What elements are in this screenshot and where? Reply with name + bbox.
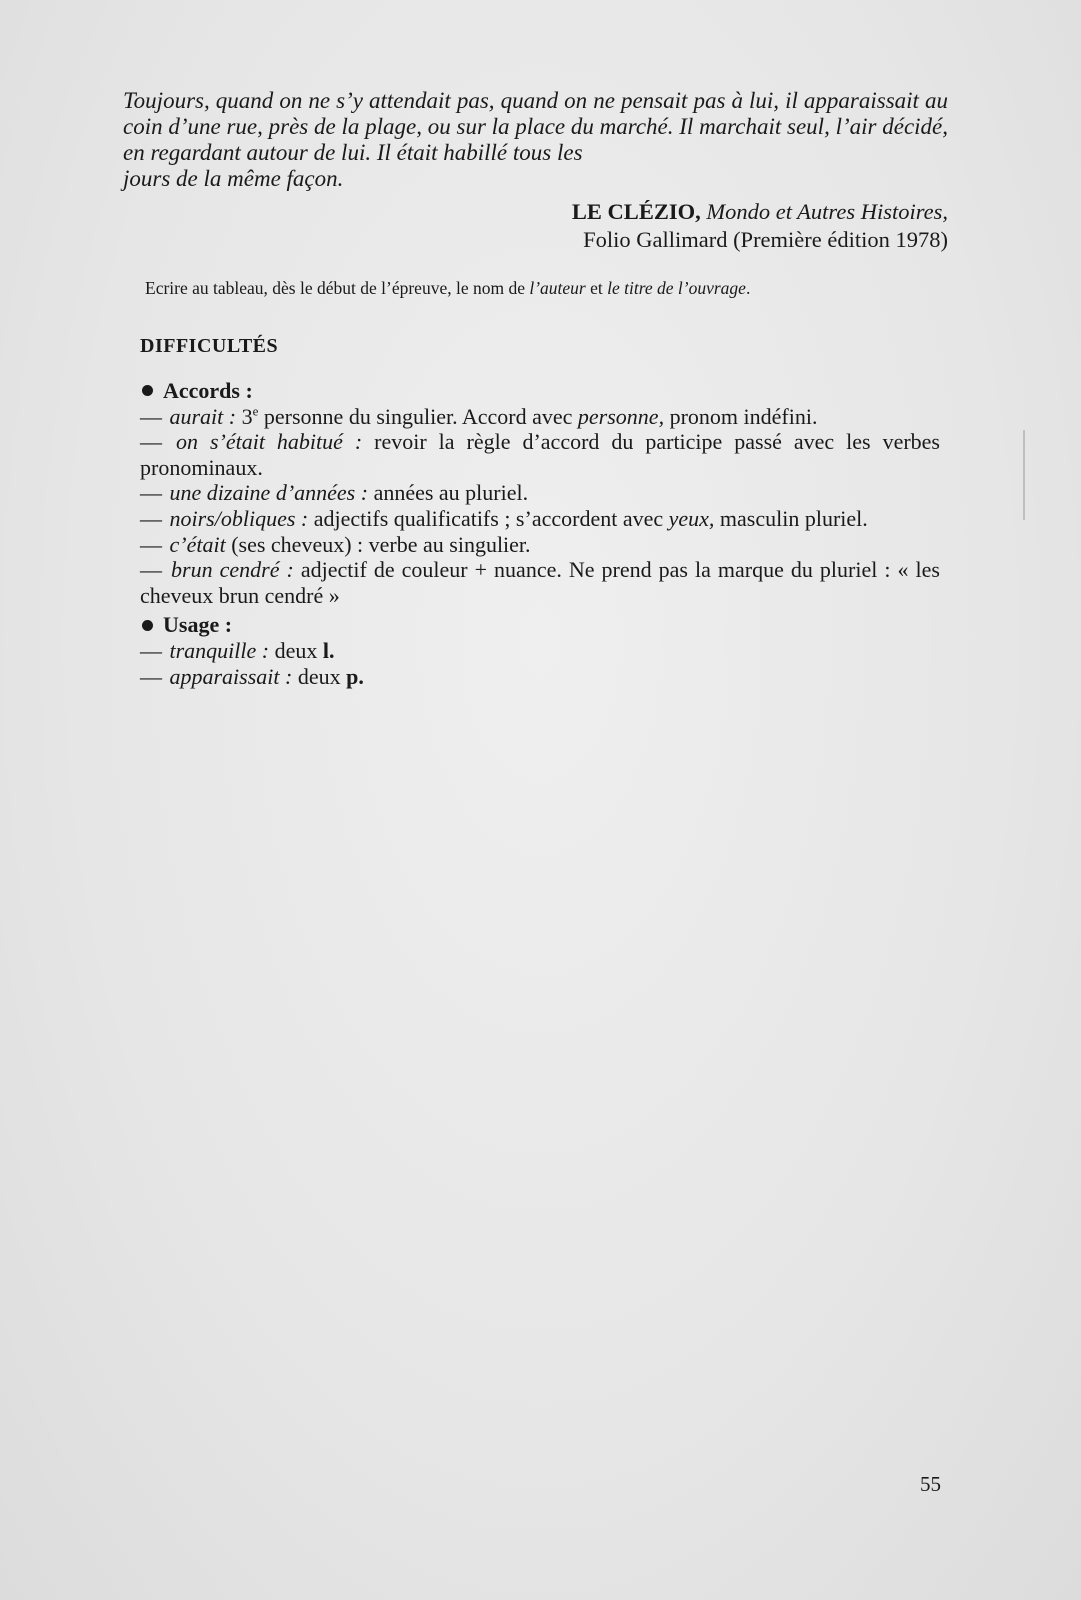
instruction-part3: . <box>745 278 751 298</box>
item-strong: l. <box>322 637 335 663</box>
dash-mark: — <box>140 557 162 583</box>
quote-last-line: jours de la même façon. <box>123 166 344 191</box>
item-emphasis: personne, <box>577 403 665 429</box>
item-term: apparaissait : <box>169 663 293 689</box>
instruction-author-term: l’auteur <box>529 278 586 298</box>
item-superscript: e <box>252 403 259 419</box>
dash-mark: — <box>140 505 162 531</box>
item-term: on s’était habitué : <box>175 429 363 455</box>
dash-mark: — <box>140 637 162 663</box>
page-number: 55 <box>920 1472 941 1496</box>
dash-mark: — <box>140 429 162 455</box>
list-item <box>140 664 940 690</box>
item-term: aurait : <box>169 403 237 429</box>
list-item <box>140 638 940 664</box>
instruction-text <box>145 277 945 299</box>
item-text: adjectif de couleur + nuance. Ne prend pas la marque du pluriel : « les cheveux brun cendré » <box>140 557 940 608</box>
item-emphasis: yeux, <box>668 505 715 531</box>
item-text: (ses cheveux) : verbe au singulier. <box>225 531 531 557</box>
item-text: deux <box>269 637 323 663</box>
list-item <box>140 506 940 532</box>
instruction-title-term: le titre de l’ouvrage <box>607 278 746 298</box>
item-text-tail: pronom indéfini. <box>664 403 818 429</box>
item-term: c’était <box>169 531 226 557</box>
section-heading-accords <box>140 378 940 404</box>
list-item <box>140 532 940 558</box>
instruction-part2: et <box>585 278 608 298</box>
list-item <box>140 480 940 506</box>
instruction-part1: Ecrire au tableau, dès le début de l’épreuve, le nom de <box>145 278 530 298</box>
dash-mark: — <box>140 480 162 506</box>
item-text: revoir la règle d’accord du participe passé avec les verbes pronominaux. <box>140 429 940 480</box>
item-term: tranquille : <box>169 637 270 663</box>
section-heading-label: Accords : <box>163 378 253 403</box>
list-item <box>140 429 940 480</box>
quote-text: Toujours, quand on ne s’y attendait pas, quand on ne pensait pas à lui, il apparaissait au coin d’une rue, près de la plage, ou sur la place du marché. Il marchait seul, l’air décidé, en regardant autour de lui. Il était habillé tous les <box>123 88 948 165</box>
item-text: deux <box>292 663 347 689</box>
attribution-work: Mondo et Autres Histoires, <box>706 199 948 224</box>
item-term: brun cendré : <box>171 557 294 583</box>
section-heading-label: Usage : <box>163 612 233 638</box>
item-text: années au pluriel. <box>368 480 529 506</box>
attribution <box>572 198 948 254</box>
bullet-icon <box>142 385 153 396</box>
dash-mark: — <box>140 663 162 689</box>
item-strong: p. <box>346 663 364 689</box>
item-text: 3 <box>236 403 253 429</box>
item-text: adjectifs qualificatifs ; s’accordent avec <box>308 505 669 531</box>
difficulties-title: DIFFICULTÉS <box>140 335 279 357</box>
difficulties-content <box>140 378 940 689</box>
dash-mark: — <box>140 531 162 557</box>
page-fold-mark <box>1023 430 1025 520</box>
attribution-publisher: Folio Gallimard (Première édition 1978) <box>583 227 948 252</box>
attribution-author: LE CLÉZIO, <box>571 199 701 224</box>
item-text-tail: masculin pluriel. <box>714 505 868 531</box>
item-text: personne du singulier. Accord avec <box>258 403 578 429</box>
list-item <box>140 404 940 430</box>
dash-mark: — <box>140 403 162 429</box>
item-term: noirs/obliques : <box>169 505 309 531</box>
list-item <box>140 557 940 608</box>
item-term: une dizaine d’années : <box>169 480 369 506</box>
bullet-icon <box>142 620 153 631</box>
section-heading-usage <box>140 612 940 638</box>
quote-block <box>123 88 948 192</box>
